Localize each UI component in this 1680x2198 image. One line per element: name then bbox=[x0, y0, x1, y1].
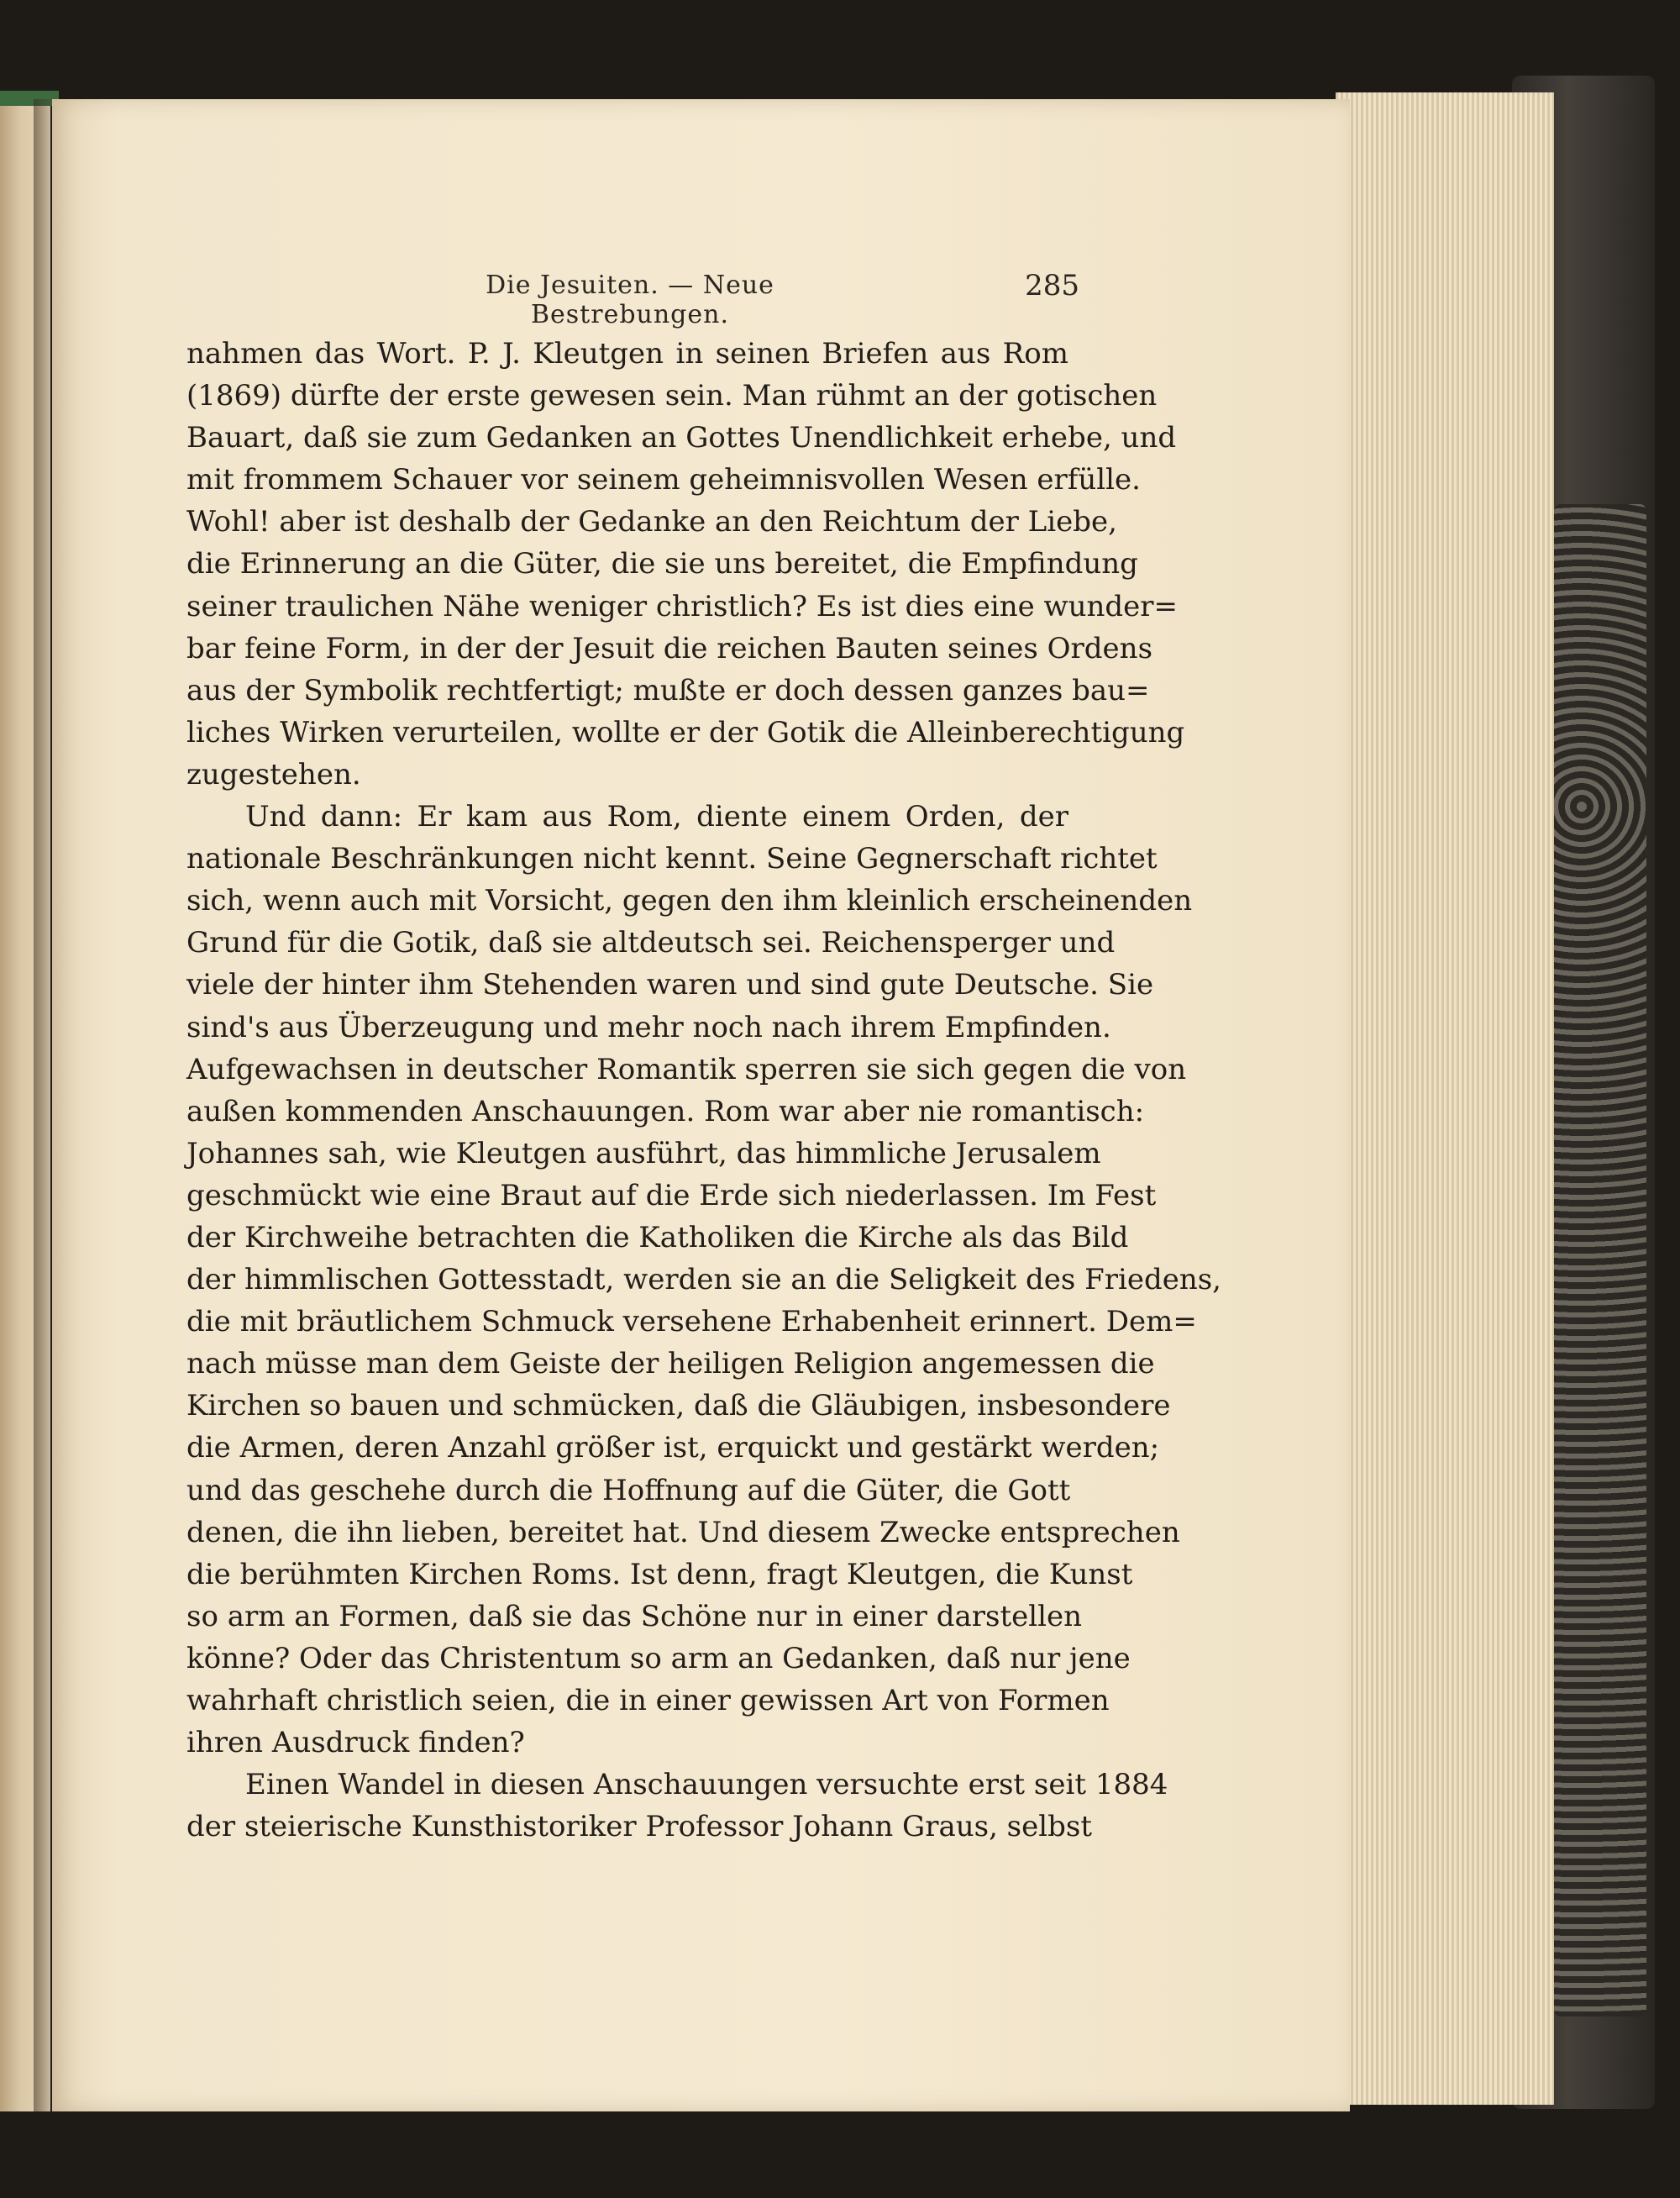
text-line: liches Wirken verurteilen, wollte er der Gotik die Alleinberechtigung bbox=[186, 715, 1185, 749]
text-line: zugestehen. bbox=[186, 757, 361, 791]
text-line: die mit bräutlichem Schmuck versehene Erhabenheit erinnert. Dem= bbox=[186, 1305, 1197, 1339]
text-line: wahrhaft christlich seien, die in einer gewissen Art von Formen bbox=[186, 1684, 1110, 1717]
text-line: außen kommenden Anschauungen. Rom war aber nie romantisch: bbox=[186, 1094, 1145, 1128]
text-line: nahmen das Wort. P. J. Kleutgen in seinen Briefen aus Rom bbox=[186, 337, 1068, 371]
text-line: die berühmten Kirchen Roms. Ist denn, fragt Kleutgen, die Kunst bbox=[186, 1557, 1133, 1591]
text-line: die Erinnerung an die Güter, die sie uns bereitet, die Empfindung bbox=[186, 547, 1138, 581]
text-line: der himmlischen Gottesstadt, werden sie an die Seligkeit des Friedens, bbox=[186, 1263, 1221, 1297]
text-line: könne? Oder das Christentum so arm an Gedanken, daß nur jene bbox=[186, 1641, 1131, 1675]
text-line: sich, wenn auch mit Vorsicht, gegen den ihm kleinlich erscheinenden bbox=[186, 884, 1193, 918]
text-line: seiner traulichen Nähe weniger christlich? Es ist dies eine wunder= bbox=[186, 589, 1179, 623]
text-line: nach müsse man dem Geiste der heiligen Religion angemessen die bbox=[186, 1347, 1155, 1381]
text-line: (1869) dürfte der erste gewesen sein. Man rühmt an der gotischen bbox=[186, 379, 1158, 413]
text-line: Johannes sah, wie Kleutgen ausführt, das himmliche Jerusalem bbox=[186, 1136, 1101, 1170]
text-line: Bauart, daß sie zum Gedanken an Gottes Unendlichkeit erhebe, und bbox=[186, 421, 1177, 455]
text-line: nationale Beschränkungen nicht kennt. Seine Gegnerschaft richtet bbox=[186, 842, 1158, 876]
text-line: sind's aus Überzeugung und mehr noch nach ihrem Empfinden. bbox=[186, 1010, 1111, 1044]
text-line: geschmückt wie eine Braut auf die Erde sich niederlassen. Im Fest bbox=[186, 1178, 1157, 1212]
text-line: Einen Wandel in diesen Anschauungen versuchte erst seit 1884 bbox=[245, 1768, 1168, 1802]
marbled-endpaper bbox=[1554, 504, 1646, 2017]
text-line: die Armen, deren Anzahl größer ist, erquickt und gestärkt werden; bbox=[186, 1431, 1160, 1465]
text-line: denen, die ihn lieben, bereitet hat. Und diesem Zwecke entsprechen bbox=[186, 1515, 1180, 1549]
body-text bbox=[186, 333, 1221, 1848]
text-line: und das geschehe durch die Hoffnung auf die Güter, die Gott bbox=[186, 1473, 1071, 1507]
text-line: der steierische Kunsthistoriker Professor Johann Graus, selbst bbox=[186, 1810, 1093, 1844]
text-line: viele der hinter ihm Stehenden waren und sind gute Deutsche. Sie bbox=[186, 968, 1154, 1002]
text-line: ihren Ausdruck finden? bbox=[186, 1726, 525, 1760]
text-line: bar feine Form, in der der Jesuit die reichen Bauten seines Ordens bbox=[186, 631, 1153, 665]
text-line: Und dann: Er kam aus Rom, diente einem Orden, der bbox=[245, 800, 1068, 834]
text-line: Grund für die Gotik, daß sie altdeutsch sei. Reichensperger und bbox=[186, 926, 1116, 960]
page-number: 285 bbox=[1025, 269, 1079, 302]
text-line: Wohl! aber ist deshalb der Gedanke an den Reichtum der Liebe, bbox=[186, 505, 1117, 539]
text-line: so arm an Formen, daß sie das Schöne nur in einer darstellen bbox=[186, 1599, 1083, 1633]
text-line: mit frommem Schauer vor seinem geheimnisvollen Wesen erfülle. bbox=[186, 463, 1141, 497]
running-title: Die Jesuiten. — Neue Bestrebungen. bbox=[486, 271, 774, 329]
text-line: aus der Symbolik rechtfertigt; mußte er doch dessen ganzes bau= bbox=[186, 673, 1150, 707]
text-line: der Kirchweihe betrachten die Katholiken die Kirche als das Bild bbox=[186, 1220, 1129, 1254]
page-block-edges bbox=[1336, 92, 1554, 2105]
text-line: Kirchen so bauen und schmücken, daß die Gläubigen, insbesondere bbox=[186, 1389, 1171, 1423]
text-line: Aufgewachsen in deutscher Romantik sperren sie sich gegen die von bbox=[186, 1052, 1187, 1086]
